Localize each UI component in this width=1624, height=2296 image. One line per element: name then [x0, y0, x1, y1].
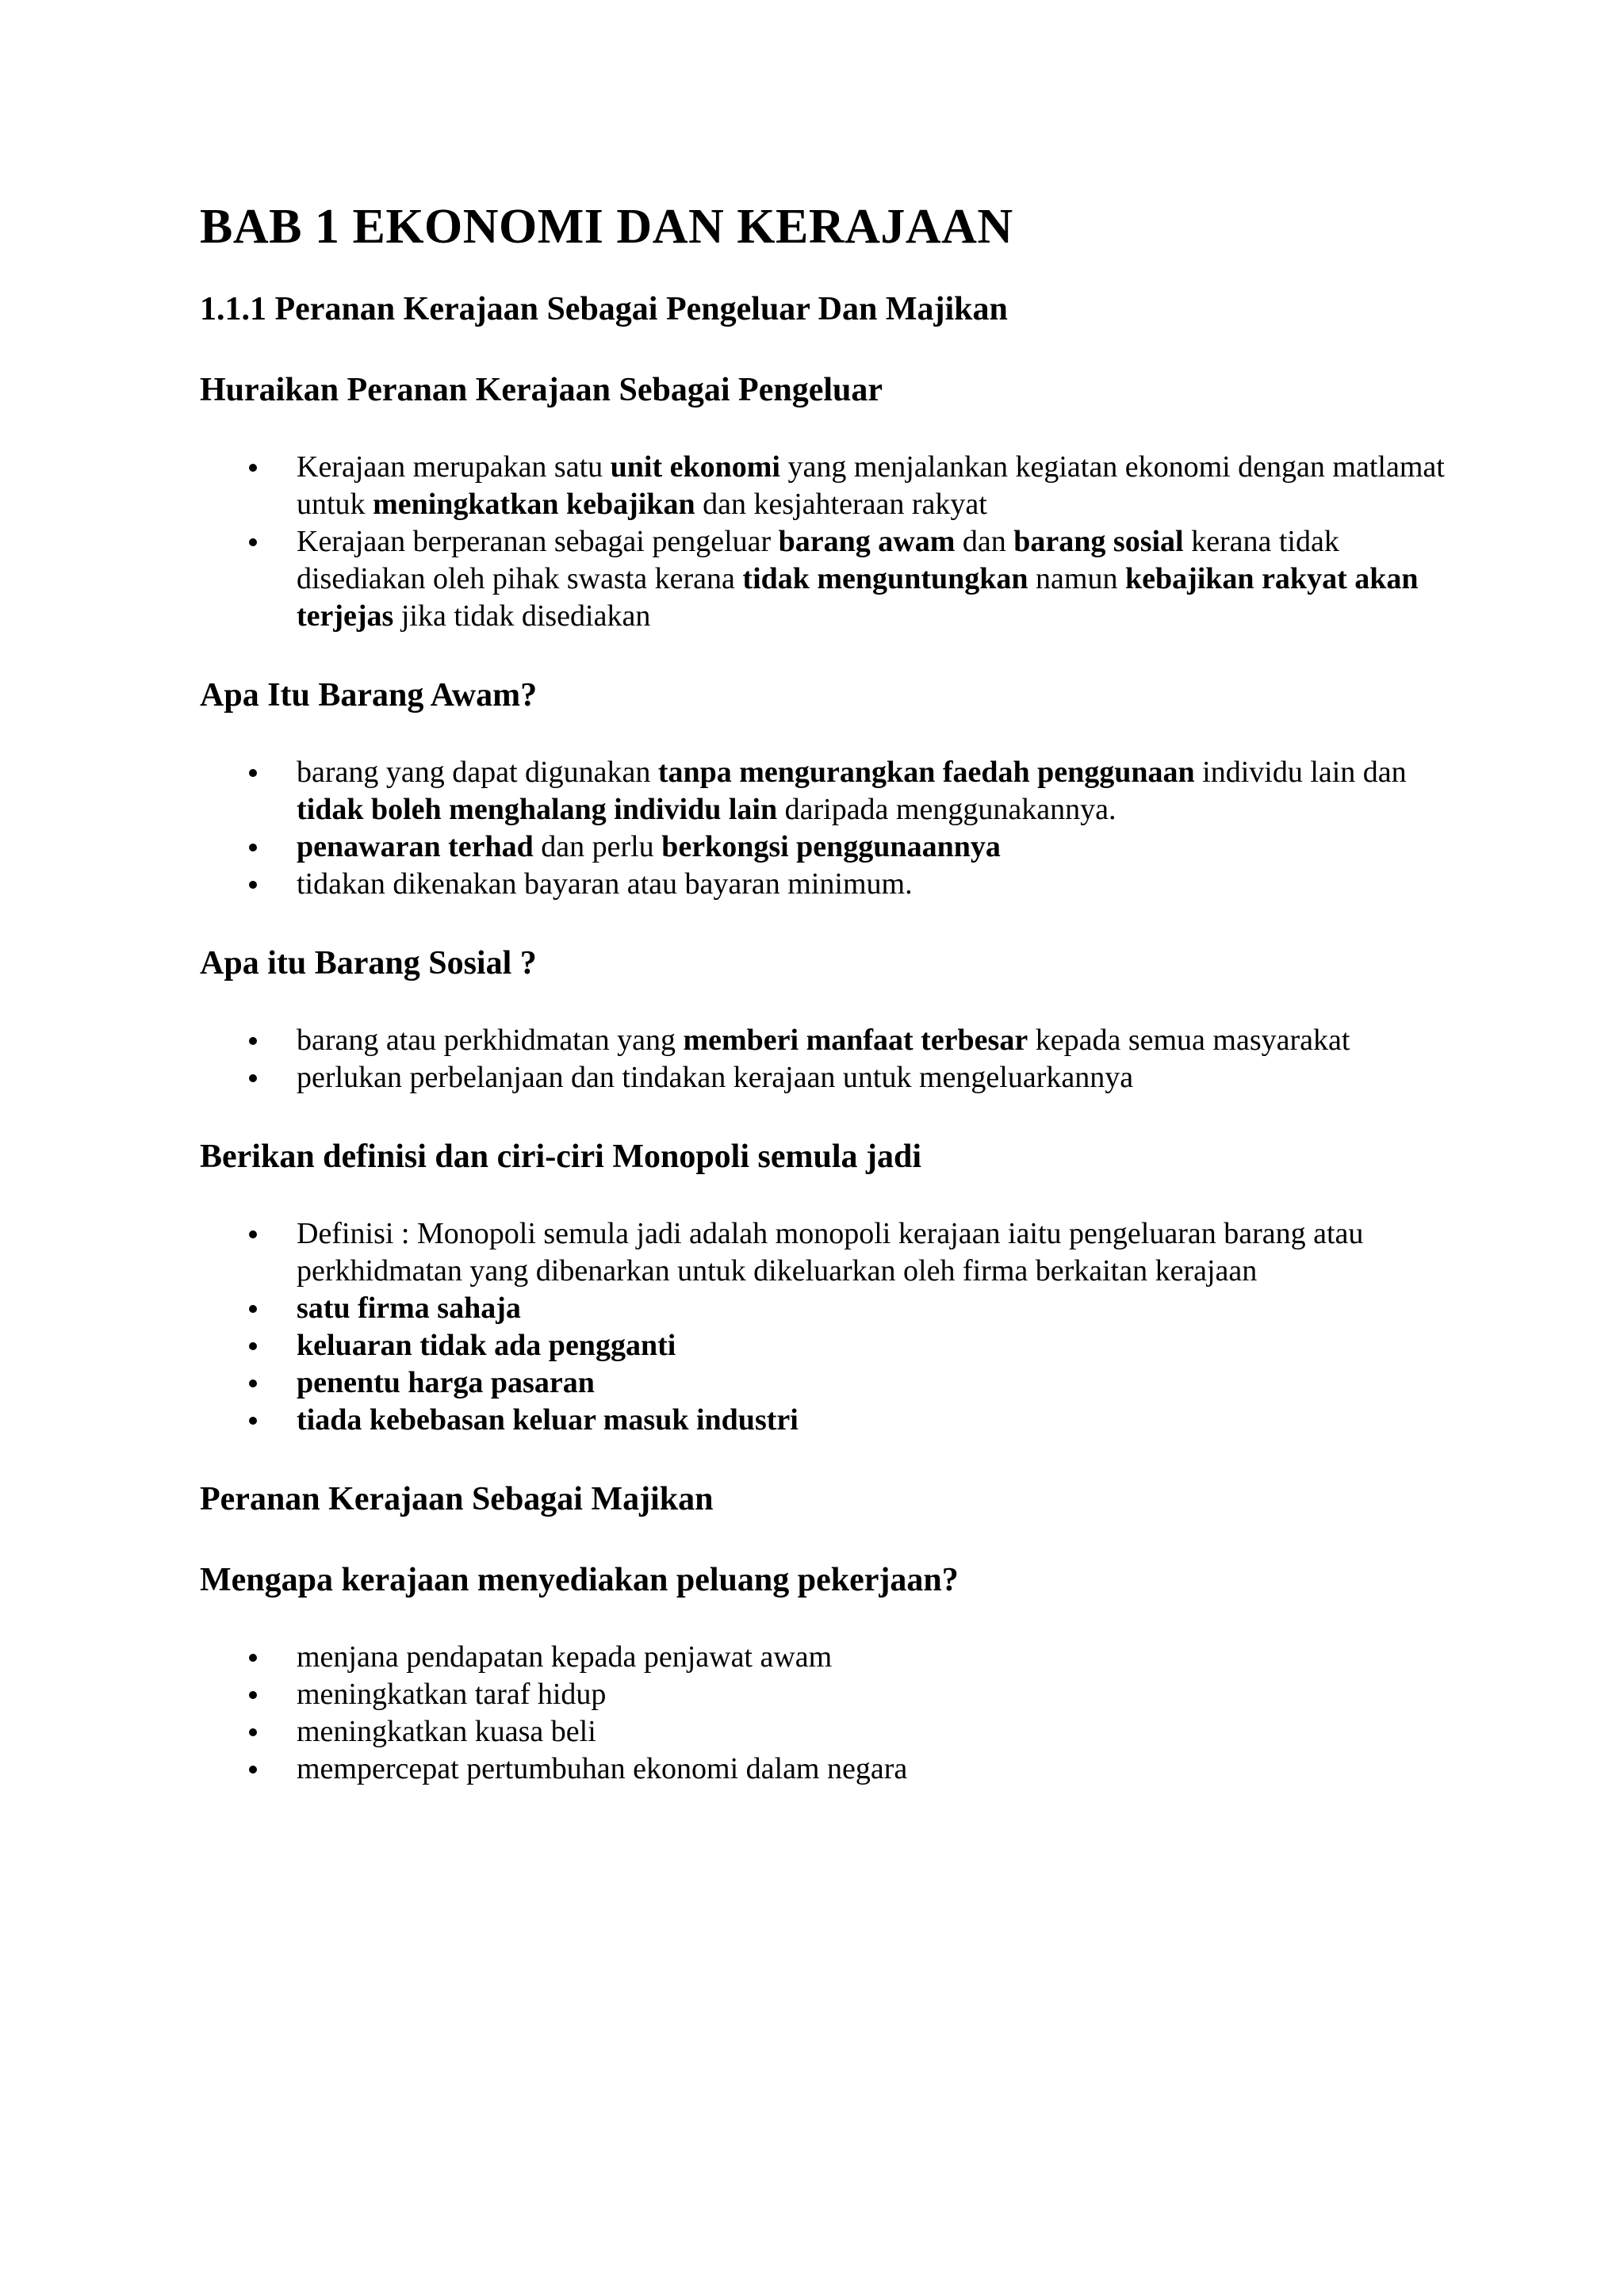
text-run: menjana pendapatan kepada penjawat awam — [297, 1640, 833, 1674]
bold-text: berkongsi penggunaannya — [661, 830, 1001, 863]
text-run: barang atau perkhidmatan yang — [297, 1024, 684, 1057]
text-run: jika tidak disediakan — [393, 599, 651, 633]
bullet-icon — [249, 1728, 257, 1736]
bold-text: memberi manfaat terbesar — [683, 1024, 1028, 1057]
list-item — [200, 1327, 1454, 1364]
bold-text: keluaran tidak ada pengganti — [297, 1329, 676, 1362]
bullet-icon — [249, 769, 257, 777]
text-run: dan perlu — [533, 830, 662, 863]
bullet-icon — [249, 1766, 257, 1774]
text-run: kerana tidak disediakan oleh pihak swasta kerana — [297, 525, 1339, 595]
document-page — [200, 198, 1453, 1788]
bullet-list — [200, 754, 1453, 903]
list-item — [200, 1751, 1454, 1788]
bold-text: tidak menguntungkan — [742, 562, 1028, 595]
list-item — [200, 866, 1454, 903]
bullet-icon — [249, 464, 257, 472]
section-heading: Huraikan Peranan Kerajaan Sebagai Pengeluar — [200, 372, 883, 408]
text-run: tidakan dikenakan bayaran atau bayaran minimum. — [297, 867, 913, 901]
list-item — [200, 523, 1454, 635]
text-run: dan — [955, 525, 1014, 558]
list-item — [200, 1402, 1454, 1439]
list-item — [200, 1364, 1454, 1402]
list-item — [200, 449, 1454, 523]
bullet-icon — [249, 1417, 257, 1425]
text-run: yang menjalankan kegiatan ekonomi dengan matlamat untuk — [297, 450, 1445, 521]
bold-text: penentu harga pasaran — [297, 1366, 595, 1399]
bullet-icon — [249, 1037, 257, 1045]
bullet-icon — [249, 538, 257, 546]
list-item — [200, 1639, 1454, 1676]
bullet-list — [200, 449, 1453, 635]
text-run: barang yang dapat digunakan — [297, 756, 658, 789]
bold-text: tanpa mengurangkan faedah penggunaan — [657, 756, 1195, 789]
list-item — [200, 1290, 1454, 1327]
text-run: mempercepat pertumbuhan ekonomi dalam negara — [297, 1752, 908, 1785]
list-item — [200, 1059, 1454, 1096]
list-item — [200, 1676, 1454, 1713]
bullet-icon — [249, 1305, 257, 1313]
bold-text: unit ekonomi — [610, 450, 780, 484]
bold-text: meningkatkan kebajikan — [373, 488, 695, 521]
section-heading: Apa itu Barang Sosial ? — [200, 945, 537, 982]
list-item — [200, 828, 1454, 866]
bullet-icon — [249, 1380, 257, 1387]
text-run: daripada menggunakannya. — [777, 793, 1116, 826]
bullet-icon — [249, 1691, 257, 1699]
section-heading: Mengapa kerajaan menyediakan peluang pekerjaan? — [200, 1562, 959, 1598]
sections-container — [200, 369, 1453, 1788]
bold-text: penawaran terhad — [297, 830, 534, 863]
list-item — [200, 1713, 1454, 1751]
bullet-list — [200, 1215, 1453, 1439]
section-heading: Berikan definisi dan ciri-ciri Monopoli semula jadi — [200, 1138, 922, 1175]
bullet-icon — [249, 1230, 257, 1238]
bold-text: barang awam — [778, 525, 956, 558]
text-run: individu lain dan — [1194, 756, 1407, 789]
text-run: Definisi : Monopoli semula jadi adalah monopoli kerajaan iaitu pengeluaran barang atau perkhidmatan yang dibenarkan untuk dikeluarkan oleh firma berkaitan kerajaan — [297, 1217, 1364, 1288]
bullet-icon — [249, 844, 257, 851]
section-heading: Apa Itu Barang Awam? — [200, 677, 538, 714]
list-item — [200, 1022, 1454, 1059]
text-run: Kerajaan berperanan sebagai pengeluar — [297, 525, 779, 558]
text-run: meningkatkan taraf hidup — [297, 1678, 607, 1711]
bullet-list — [200, 1022, 1453, 1096]
text-run: perlukan perbelanjaan dan tindakan kerajaan untuk mengeluarkannya — [297, 1061, 1134, 1094]
bullet-list — [200, 1639, 1453, 1788]
section-heading: Peranan Kerajaan Sebagai Majikan — [200, 1481, 714, 1517]
section-subtitle: 1.1.1 Peranan Kerajaan Sebagai Pengeluar Dan Majikan — [200, 291, 1008, 327]
text-run: meningkatkan kuasa beli — [297, 1715, 596, 1748]
document-title: BAB 1 EKONOMI DAN KERAJAAN — [200, 200, 1013, 254]
bullet-icon — [249, 1342, 257, 1350]
bold-text: kebajikan rakyat akan terjejas — [297, 562, 1419, 633]
bullet-icon — [249, 881, 257, 889]
list-item — [200, 754, 1454, 828]
list-item — [200, 1215, 1454, 1290]
bullet-icon — [249, 1654, 257, 1662]
text-run: Kerajaan merupakan satu — [297, 450, 611, 484]
bold-text: satu firma sahaja — [297, 1292, 521, 1325]
text-run: kepada semua masyarakat — [1028, 1024, 1350, 1057]
bold-text: tiada kebebasan keluar masuk industri — [297, 1403, 799, 1437]
bold-text: tidak boleh menghalang individu lain — [297, 793, 778, 826]
bullet-icon — [249, 1074, 257, 1082]
text-run: namun — [1028, 562, 1125, 595]
text-run: dan kesjahteraan rakyat — [695, 488, 987, 521]
bold-text: barang sosial — [1013, 525, 1184, 558]
